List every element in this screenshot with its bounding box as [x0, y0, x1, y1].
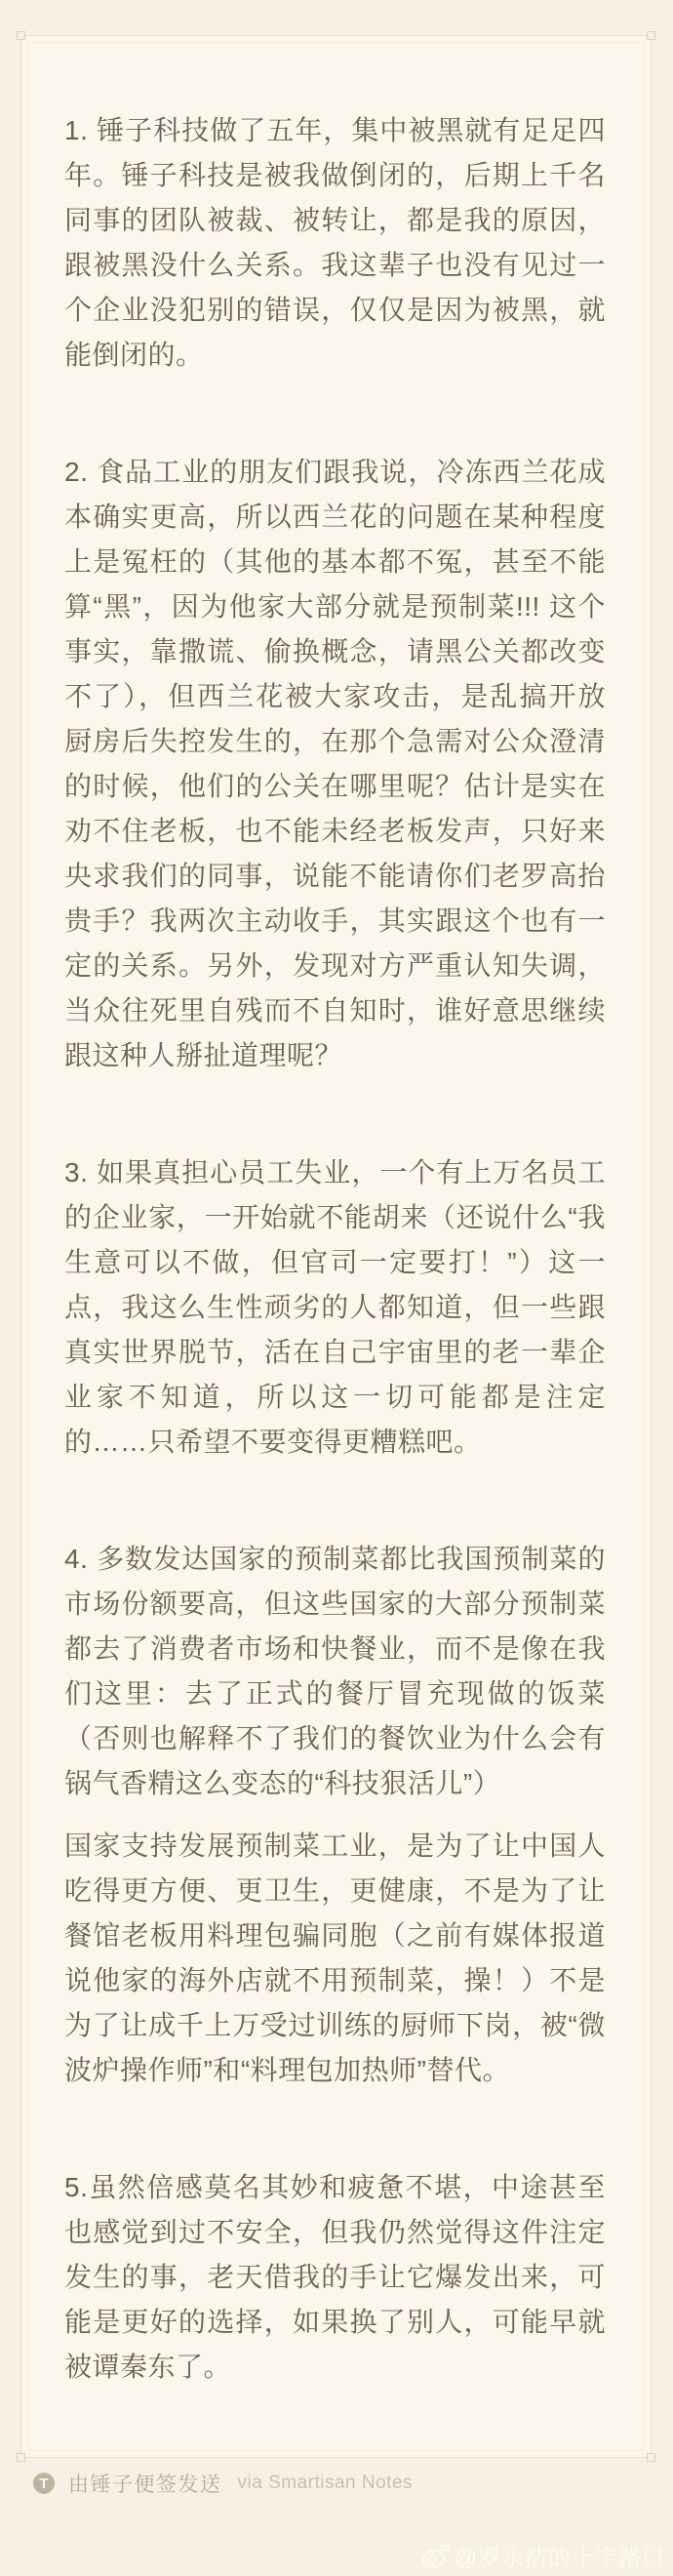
weibo-watermark: [420, 2540, 665, 2572]
smartisan-hammer-icon: [33, 2473, 55, 2494]
smartisan-hammer-glyph: T: [39, 2475, 49, 2492]
watermark-handle: @罗永浩的十字路口: [454, 2545, 665, 2570]
paragraph-3: 3. 如果真担心员工失业，一个有上万名员工的企业家，一开始就不能胡来（还说什么“我生意可以不做，但官司一定要打！”）这一点，我这么生性顽劣的人都知道，但一些跟真实世界脱节，活在自己宇宙里的老一辈企业家不知道，所以这一切可能都是注定的……只希望不要变得更糟糕吧。: [64, 1157, 606, 1457]
paragraph-1: 1. 锤子科技做了五年，集中被黑就有足足四年。锤子科技是被我做倒闭的，后期上千名同事的团队被裁、被转让，都是我的原因，跟被黑没什么关系。我这辈子也没有见过一个企业没犯别的错误，仅仅是因为被黑，就能倒闭的。: [64, 115, 606, 370]
paragraph-5: 5.虽然倍感莫名其妙和疲惫不堪，中途甚至也感觉到过不安全，但我仍然觉得这件注定发生的事，老天借我的手让它爆发出来，可能是更好的选择，如果换了别人，可能早就被谭秦东了。: [64, 2172, 606, 2382]
paragraph-4b: 国家支持发展预制菜工业，是为了让中国人吃得更方便、更卫生，更健康，不是为了让餐馆老板用料理包骗同胞（之前有媒体报道说他家的海外店就不用预制菜，操！）不是为了让成千上万受过训练的厨师下岗，被“微波炉操作师”和“料理包加热师”替代。: [64, 1831, 606, 2085]
paragraph-4: 4. 多数发达国家的预制菜都比我国预制菜的市场份额要高，但这些国家的大部分预制菜都去了消费者市场和快餐业，而不是像在我们这里：去了正式的餐厅冒充现做的饭菜（否则也解释不了我们的餐饮业为什么会有锅气香精这么变态的“科技狠活儿”）: [64, 1544, 606, 1798]
corner-handle-top-left: [17, 31, 25, 40]
note-text: [64, 108, 606, 2390]
via-label: via Smartisan Notes: [237, 2473, 414, 2493]
sent-from-label: 由锤子便签发送: [68, 2474, 222, 2496]
share-footer: [33, 2469, 413, 2498]
corner-handle-top-right: [647, 31, 655, 40]
weibo-icon: [420, 2544, 450, 2569]
paragraph-2: 2. 食品工业的朋友们跟我说，冷冻西兰花成本确实更高，所以西兰花的问题在某种程度上是冤枉的（其他的基本都不冤，甚至不能算“黑”，因为他家大部分就是预制菜!!! 这个事实，靠撒谎、偷换概念，请黑公关都改变不了），但西兰花被大家攻击，是乱搞开放厨房后失控发生的，在那个急需对公众澄清的时候，他们的公关在哪里呢？估计是实在劝不住老板，也不能未经老板发声，只好来央求我们的同事，说能不能请你们老罗高抬贵手？我两次主动收手，其实跟这个也有一定的关系。另外，发现对方严重认知失调，当众往死里自残而不自知时，谁好意思继续跟这种人掰扯道理呢？: [64, 457, 606, 1070]
note-card: [20, 35, 652, 2458]
corner-handle-bottom-left: [17, 2453, 25, 2462]
corner-handle-bottom-right: [647, 2453, 655, 2462]
